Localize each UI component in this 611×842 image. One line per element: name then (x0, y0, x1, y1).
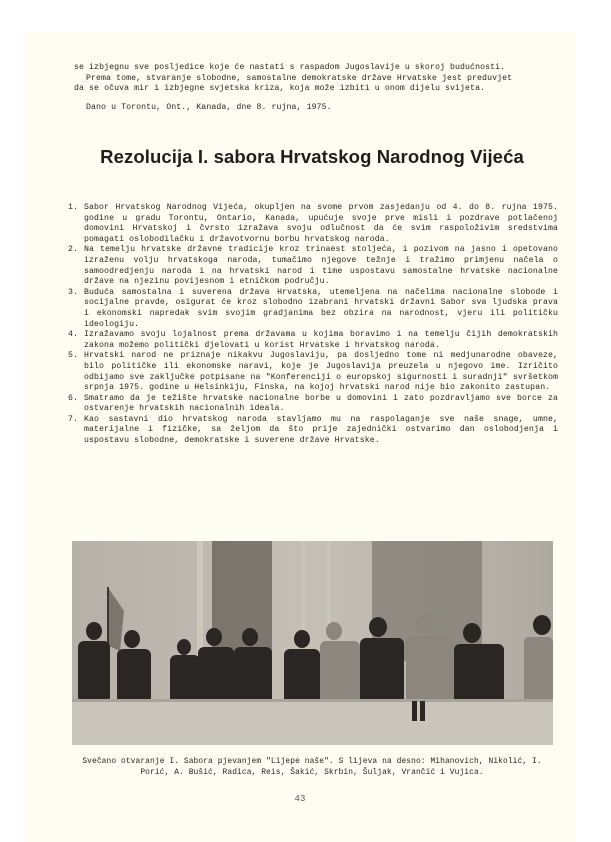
item-number: 3. (68, 287, 79, 297)
group-photo (72, 541, 553, 745)
resolution-title: Rezolucija I. sabora Hrvatskog Narodnog Vijeća (100, 146, 524, 167)
resolution-item (68, 245, 558, 287)
item-text: Buduća samostalna i suverena država Hrvatska, utemeljena na načelima nacionalne slobode i socijalne pravde, osigurat će kroz slobodno izabrani hrvatski državni Sabor sva ljudska prava i ekonomski napredak svim svojim gradjanima bez obzira na narodnost, vjeru ili političku ideologiju. (84, 287, 558, 329)
intro-line: Prema tome, stvaranje slobodne, samostalne demokratske države Hrvatske jest preduvjet (86, 73, 513, 83)
photo-caption: Svečano otvaranje I. Sabora pjevanjem "Lijepe naše". S lijeva na desno: Mihanovich, Nikolić, I. Porić, A. Bušić, Radica, Reis, Šakić, Skrbin, Šuljak, Vrančić i Vujica. (82, 757, 542, 777)
item-number: 7. (68, 414, 79, 424)
resolution-item (68, 288, 558, 330)
dated-line: Dano u Torontu, Ont., Kanada, dne 8. rujna, 1975. (86, 102, 332, 112)
item-number: 1. (68, 203, 79, 212)
page-number: 43 (294, 794, 306, 804)
resolution-item (68, 415, 558, 447)
intro-line: da se očuva mir i izbjegne svjetska kriza, koja može izbiti u onom dijelu svijeta. (74, 84, 486, 94)
resolution-item (68, 203, 558, 245)
intro-paragraph (74, 63, 552, 113)
item-text: Na temelju hrvatske državne tradicije kroz trinaest stoljeća, i pozivom na jasno i opetovano izraženu volju hrvatskoga naroda, tumačimo njegove težnje i tražimo primjenu načela o samoodredjenju naroda i na hrvatski narod i time uspostavu samostalne hrvatske nacionalne države na njezinu povijesnom i etničkom području. (84, 245, 558, 287)
item-number: 5. (68, 351, 79, 361)
item-text: Sabor Hrvatskog Narodnog Vijeća, okupljen na svome prvom zasjedanju od 4. do 8. rujna 1975. godine u gradu Torontu, Ontario, Kanada, upućuje svoje prve misli i pozdrave potlačenoj domovini Hrvatskoj i čvrsto izražava svoju odlučnost da će svim raspoloživim sredstvima pomagati oslobodilačku i državotvornu borbu hrvatskog naroda. (84, 203, 558, 244)
item-text: Hrvatski narod ne priznaje nikakvu Jugoslaviju, pa dosljedno tome ni medjunarodne obaveze, bilo političke ili ekonomske naravi, koje je Jugoslavija preuzela u njegovo ime. Izričito odbijamo sve zaključke potpisane na "Konferenciji o europskoj sigurnosti i suradnji" svršetkom srpnja 1975. godine u Helsinkiju, Finska, na kojoj hrvatski narod nije bio zakonito zastupan. (84, 351, 558, 393)
item-text: Izražavamo svoju lojalnost prema državama u kojima boravimo i na temelju čijih demokratskih zakona možemo politički djelovati u korist Hrvatske i hrvatskog naroda. (84, 330, 558, 350)
item-number: 2. (68, 245, 79, 255)
item-text: Smatramo da je težište hrvatske nacionalne borbe u domovini i zato pozdravljamo sve borce za ostvarenje hrvatskih nacionalnih ideala. (84, 393, 558, 414)
item-number: 4. (68, 330, 79, 340)
resolution-list (68, 203, 558, 447)
intro-line: se izbjegnu sve posljedice koje će nastati s raspadom Jugoslavije u skoroj budućnosti. (74, 63, 506, 72)
item-text: Kao sastavni dio hrvatskog naroda stavljamo mu na raspolaganje sve naše snage, umne, materijalne i fizičke, sa željom da što prije zajednički ostvarimo dan oslobodjenja i uspostavu slobodne, demokratske i suverene države Hrvatske. (84, 414, 558, 446)
group-photo-icon (72, 541, 553, 745)
resolution-item (68, 394, 558, 415)
item-number: 6. (68, 393, 79, 403)
resolution-item (68, 351, 558, 393)
resolution-item (68, 330, 558, 351)
